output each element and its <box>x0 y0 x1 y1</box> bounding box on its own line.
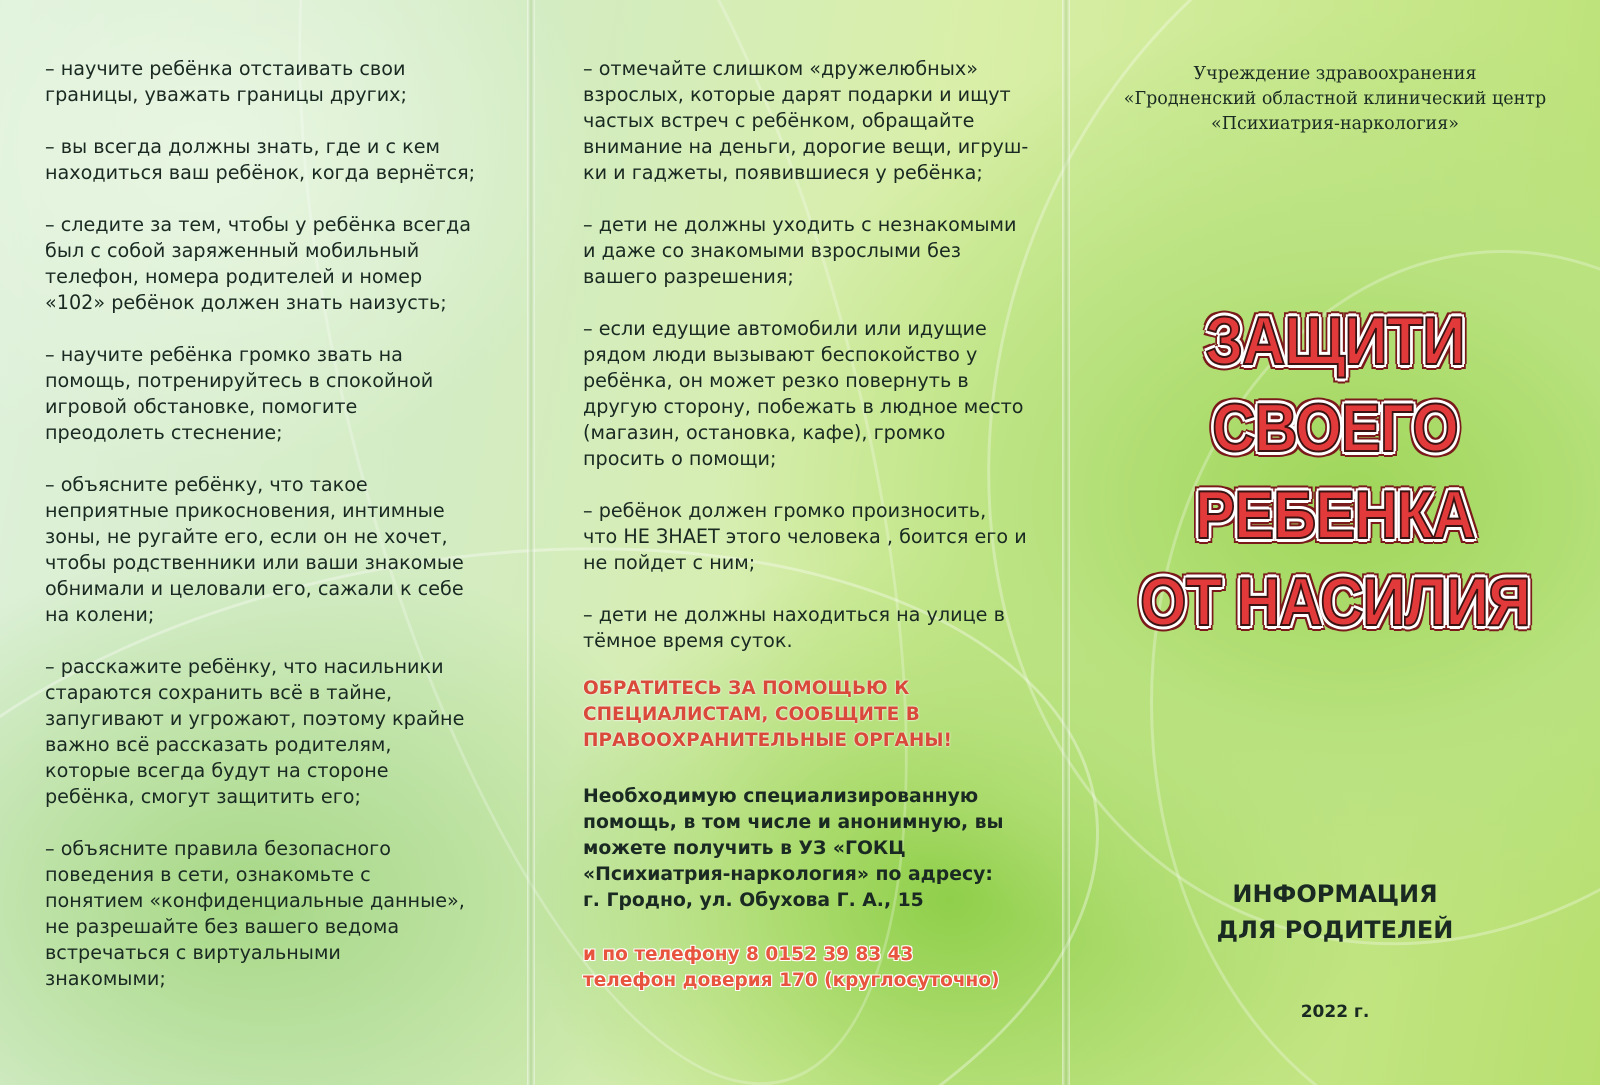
advice-item: – отмечайте слишком «дружелюбных» взрослых, которые дарят подарки и ищут частых встреч с ребёнком, обращайте внимание на деньги, дорогие вещи, игруш- ки и гаджеты, появившиеся у ребёнка; <box>583 57 1029 184</box>
advice-item: – дети не должны уходить с незнакомыми и даже со знакомыми взрослыми без вашего разрешения; <box>583 213 1017 288</box>
title-line: ОТ НАСИЛИЯ <box>1139 564 1531 640</box>
audience-label: ИНФОРМАЦИЯ ДЛЯ РОДИТЕЛЕЙ <box>1216 880 1454 944</box>
panel-cover <box>1085 0 1585 1085</box>
advice-item: – следите за тем, чтобы у ребёнка всегда был с собой заряженный мобильный телефон, номера родителей и номер «102» ребёнок должен знать наизусть; <box>45 213 472 314</box>
advice-item: – объясните правила безопасного поведения в сети, ознакомьте с понятием «конфиденциальные данные», не разрешайте без вашего ведома встречаться с виртуальными знакомыми; <box>45 837 465 990</box>
title-line: РЕБЕНКА <box>1195 477 1475 553</box>
advice-item: – ребёнок должен громко произносить, что НЕ ЗНАЕТ этого человека , боится его и не пойдет с ним; <box>583 499 1027 574</box>
advice-item: – расскажите ребёнку, что насильники стараются сохранить всё в тайне, запугивают и угрожают, поэтому крайне важно всё рассказать родителям, которые всегда будут на стороне ребёнка, смогут защитить его; <box>45 655 465 808</box>
advice-item: – если едущие автомобили или идущие рядом люди вызывают беспокойство у ребёнка, он может резко повернуть в другую сторону, побежать в людное место (магазин, остановка, кафе), громко просить о помощи; <box>583 317 1024 470</box>
brochure-title <box>1115 298 1555 646</box>
phone-numbers-text: и по телефону 8 0152 39 83 43 телефон доверия 170 (круглосуточно) <box>583 944 1000 991</box>
advice-item: – научите ребёнка громко звать на помощь, потренируйтесь в спокойной игровой обстановке, помогите преодолеть стеснение; <box>45 343 434 444</box>
fold-line-right <box>1062 0 1070 1085</box>
title-line: ЗАЩИТИ <box>1205 303 1465 379</box>
panel-middle <box>583 0 1063 1085</box>
publication-year: 2022 г. <box>1300 1002 1370 1022</box>
advice-item: – объясните ребёнку, что такое неприятные прикосновения, интимные зоны, не ругайте его, если он не хочет, чтобы родственники или ваши знакомые обнимали и целовали его, сажали к себе на колени; <box>45 473 464 626</box>
fold-line-left <box>527 0 535 1085</box>
organization-name: Учреждение здравоохранения «Гродненский областной клинический центр «Психиатрия-наркология» <box>1123 64 1547 134</box>
advice-item: – вы всегда должны знать, где и с кем находиться ваш ребёнок, когда вернётся; <box>45 135 476 184</box>
panel-left <box>45 0 515 1085</box>
advice-item: – дети не должны находиться на улице в тёмное время суток. <box>583 603 1005 652</box>
title-line: СВОЕГО <box>1212 390 1458 466</box>
advice-item: – научите ребёнка отстаивать свои границы, уважать границы других; <box>45 57 408 106</box>
appeal-text: ОБРАТИТЕСЬ ЗА ПОМОЩЬЮ К СПЕЦИАЛИСТАМ, СООБЩИТЕ В ПРАВООХРАНИТЕЛЬНЫЕ ОРГАНЫ! <box>583 678 952 751</box>
help-address-text: Необходимую специализированную помощь, в том числе и анонимную, вы можете получить в УЗ «ГОКЦ «Психиатрия-наркология» по адресу: г. Гродно, ул. Обухова Г. А., 15 <box>583 786 1004 911</box>
